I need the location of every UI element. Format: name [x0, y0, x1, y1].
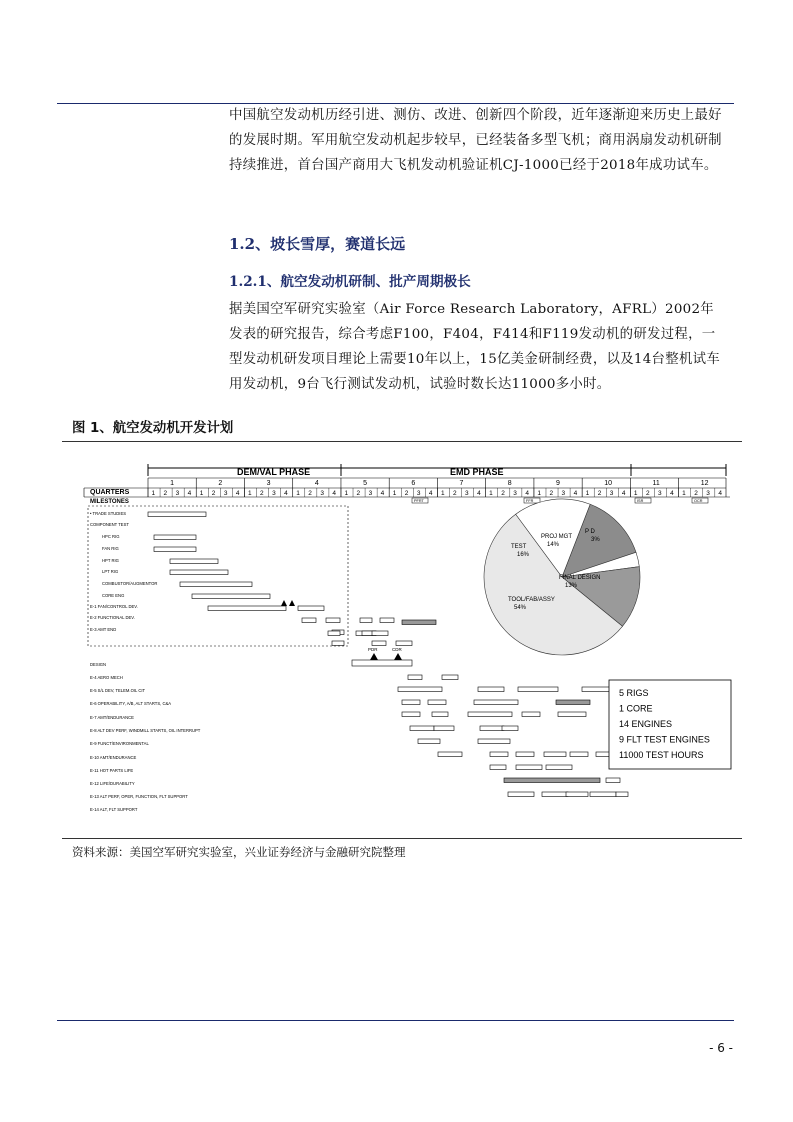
pie-slice-label: FINAL DESIGN: [559, 575, 601, 581]
dem-val-box: [88, 506, 348, 646]
quarter-label: 2: [645, 490, 650, 497]
phase-header: [148, 464, 726, 477]
quarter-label: 4: [670, 490, 674, 497]
milestone-label: FFR: [526, 499, 534, 503]
gantt-bar: [396, 641, 412, 646]
summary-item: 1 CORE: [619, 703, 653, 714]
gantt-bar: [596, 752, 610, 757]
summary-item: 14 ENGINES: [619, 719, 673, 729]
milestone-triangle: [281, 600, 287, 606]
quarter-label: 3: [272, 490, 276, 497]
summary-item: 11000 TEST HOURS: [619, 750, 704, 760]
quarter-label: 4: [525, 490, 529, 497]
gantt-bar: [302, 618, 316, 623]
task-label: HPT RIG: [102, 558, 119, 563]
task-label: E-12 LIFE/DURABILITY: [90, 781, 135, 786]
quarter-label: 2: [501, 490, 505, 497]
gantt-bar: [418, 739, 440, 744]
gantt-bar: [170, 570, 228, 575]
quarter-label: 3: [368, 490, 373, 497]
gantt-bar: [546, 765, 572, 770]
pie-slice-pct: 14%: [547, 542, 560, 548]
quarter-label: 2: [163, 490, 168, 497]
gantt-bar: [170, 559, 218, 564]
quarter-label: 2: [260, 490, 264, 497]
task-label: E-3 AMT END: [90, 627, 117, 632]
gantt-bar: [478, 687, 504, 692]
quarter-label: 4: [380, 490, 385, 497]
phase-emd-label: EMD PHASE: [450, 467, 504, 477]
task-label: COMBUSTOR/AUGMENTOR: [102, 581, 158, 586]
gantt-bar: [490, 752, 508, 757]
quarter-label: 2: [308, 490, 312, 497]
milestone-label: PFRT: [414, 499, 424, 503]
subsection-heading: 1.2.1、航空发动机研制、批产周期极长: [229, 274, 471, 290]
gantt-bar: [480, 726, 504, 731]
pie-slice-pct: 54%: [514, 605, 527, 611]
quarter-label: 1: [296, 490, 300, 497]
pie-slice-label: P D: [585, 529, 595, 535]
figure-title: 图 1、航空发动机开发计划: [72, 421, 234, 436]
gantt-bar: [544, 752, 566, 757]
gantt-bar: [148, 512, 206, 517]
gantt-bar: [332, 641, 344, 646]
figure-bottom-rule: [62, 838, 742, 839]
pie-slice-label: TOOL/FAB/ASSY: [508, 597, 555, 603]
gantt-bar: [398, 687, 442, 692]
gantt-bar: [402, 700, 420, 705]
summary-item: 5 RIGS: [619, 688, 649, 698]
year-label: 6: [411, 480, 416, 487]
quarter-label: 3: [320, 490, 324, 497]
development-plan-figure: [62, 442, 742, 838]
cost-pie-chart: [484, 499, 640, 655]
gantt-bar: [372, 631, 388, 636]
quarter-label: 2: [356, 490, 361, 497]
milestones-label: MILESTONES: [90, 499, 129, 505]
cdr-label: CDR: [392, 647, 402, 652]
quarter-label: 3: [609, 490, 614, 497]
section-heading: 1.2、坡长雪厚，赛道长远: [229, 235, 406, 253]
quarter-label: 1: [344, 490, 349, 497]
quarter-label: 4: [428, 490, 433, 497]
task-label: COMPONENT TEST: [90, 522, 129, 527]
quarter-label: 1: [392, 490, 397, 497]
gantt-bar: [380, 618, 394, 623]
pdr-label: PDR: [368, 647, 378, 652]
year-label: 7: [459, 480, 464, 487]
year-label: 3: [266, 480, 271, 487]
year-label: 9: [556, 480, 560, 487]
gantt-bar: [502, 726, 518, 731]
pie-slice-pct: 13%: [565, 583, 578, 589]
task-label: E-9 FUNCT/ENVIRONMENTAL: [90, 741, 149, 746]
gantt-bar: [298, 606, 324, 611]
gantt-bar: [328, 631, 340, 636]
quarter-label: 3: [706, 490, 710, 497]
quarter-label: 2: [404, 490, 409, 497]
quarter-label: 1: [489, 490, 493, 497]
gantt-bar: [582, 687, 610, 692]
task-label: E-7 AMT/ENDURANCE: [90, 715, 134, 720]
gantt-bar: [516, 765, 542, 770]
task-label: • TRADE STUDIES: [90, 511, 127, 516]
quarter-label: 4: [235, 490, 240, 497]
intro-paragraph: 中国航空发动机历经引进、测仿、改进、创新四个阶段，近年逐渐迎来历史上最好的发展时期。军用航空发动机起步较早，已经装备多型飞机；商用涡扇发动机研制持续推进，首台国产商用大飞机发动机验证机CJ-1000已经于2018年成功试车。: [229, 108, 722, 173]
quarter-label: 3: [465, 490, 469, 497]
gantt-bar: [372, 641, 386, 646]
gantt-bar: [522, 712, 540, 717]
gantt-bar: [402, 620, 436, 625]
design-review-markers: [352, 647, 412, 666]
quarter-label: 1: [151, 490, 156, 497]
task-label: CORE ENG: [102, 593, 125, 598]
quarter-label: 1: [585, 490, 590, 497]
quarter-label: 4: [332, 490, 337, 497]
gantt-bar: [490, 765, 506, 770]
quarter-label: 4: [284, 490, 288, 497]
quarter-label: 4: [718, 490, 722, 497]
gantt-bar: [360, 618, 372, 623]
gantt-bar: [558, 712, 586, 717]
gantt-bar: [478, 739, 510, 744]
gantt-bar: [570, 752, 588, 757]
source-note: 资料来源：美国空军研究实验室，兴业证券经济与金融研究院整理: [72, 845, 406, 859]
quarter-label: 4: [187, 490, 192, 497]
milestone-label: ISR: [637, 499, 644, 503]
quarter-label: 1: [199, 490, 204, 497]
gantt-bar: [154, 547, 196, 552]
task-label: E-10 AMT/ENDURANCE: [90, 755, 137, 760]
quarter-label: 3: [223, 490, 228, 497]
quarter-label: 3: [175, 490, 180, 497]
task-label: E-5 S/L DEV, TELEM.OIL CIT: [90, 688, 146, 693]
quarter-label: 1: [247, 490, 252, 497]
gantt-bar: [326, 618, 340, 623]
task-label: E-11 HOT PARTS LIFE: [90, 768, 134, 773]
year-label: 1: [170, 480, 175, 487]
gantt-bar: [408, 675, 422, 680]
task-label: E-8 ALT DEV PERF, WINDMILL STARTS, OIL INTERRUPT: [90, 728, 201, 733]
gantt-bar: [192, 594, 270, 599]
summary-item: 9 FLT TEST ENGINES: [619, 734, 710, 745]
quarter-label: 1: [682, 490, 686, 497]
task-label: E-6 OPERABILITY, A/B, ALT STARTS, C&A: [90, 701, 172, 706]
gantt-bar: [180, 582, 252, 587]
quarter-label: 2: [597, 490, 602, 497]
task-label: E-14 ALT, FLT SUPPORT: [90, 807, 138, 812]
quarters-label: QUARTERS: [90, 489, 130, 496]
task-label: E-4 AERO MECH: [90, 675, 123, 680]
page-number: - 6 -: [709, 1041, 733, 1055]
year-label: 5: [363, 480, 367, 487]
pie-slice-pct: 3%: [591, 537, 600, 543]
task-label: FAN RIG: [102, 546, 119, 551]
task-list-bottom: [90, 662, 201, 812]
gantt-bar: [468, 712, 512, 717]
task-label: E-1 FAN/CONTROL DEV.: [90, 604, 138, 609]
gantt-bar: [542, 792, 568, 797]
task-label: E-2 FUNCTIONAL DEV.: [90, 615, 135, 620]
quarter-label: 1: [537, 490, 542, 497]
gantt-bar: [208, 606, 286, 611]
gantt-bar: [590, 792, 616, 797]
gantt-bar: [508, 792, 534, 797]
gantt-bar: [428, 700, 446, 705]
gantt-bar: [556, 700, 590, 705]
quarter-label: 3: [658, 490, 662, 497]
quarter-label: 4: [477, 490, 481, 497]
gantt-bar: [518, 687, 558, 692]
quarter-label: 2: [549, 490, 554, 497]
gantt-bar: [616, 792, 628, 797]
quarter-label: 4: [573, 490, 578, 497]
year-label: 8: [507, 480, 512, 487]
quarter-label: 3: [513, 490, 517, 497]
quarter-label: 4: [621, 490, 626, 497]
task-list-top: [90, 511, 157, 632]
body-paragraph: 据美国空军研究实验室（Air Force Research Laboratory，AFRL）2002年发表的研究报告，综合考虑F100，F404，F414和F119发动机的研发过程，一型发动机研发项目理论上需要10年以上，15亿美金研制经费，以及14台整机试车用发动机，9台飞行测试发动机，试验时数长达11000多小时。: [229, 302, 721, 392]
quarter-label: 2: [694, 490, 698, 497]
quarter-label: 1: [633, 490, 638, 497]
quarter-grid: [84, 478, 726, 497]
gantt-bar: [504, 778, 600, 783]
task-label: E-13 ALT PERF, OPER, FUNCTION, FLT SUPPORT: [90, 794, 188, 799]
gantt-bar: [516, 752, 534, 757]
gantt-bar: [154, 535, 196, 540]
quarter-label: 1: [440, 490, 445, 497]
year-label: 2: [218, 480, 223, 487]
gantt-bar: [606, 778, 620, 783]
year-label: 12: [700, 480, 709, 487]
gantt-bar: [402, 712, 420, 717]
milestone-label: OCR: [694, 499, 703, 503]
quarter-label: 2: [211, 490, 216, 497]
milestone-triangle: [289, 600, 295, 606]
pie-slice-label: PROJ MGT: [541, 534, 572, 540]
task-label: DESIGN: [90, 662, 107, 667]
gantt-bar: [410, 726, 434, 731]
gantt-bar: [438, 752, 462, 757]
gantt-bar: [432, 712, 448, 717]
quarter-label: 2: [453, 490, 457, 497]
year-label: 11: [652, 480, 660, 487]
task-label: LPT RIG: [102, 569, 119, 574]
phase-dem-label: DEM/VAL PHASE: [237, 467, 311, 477]
quarter-label: 3: [416, 490, 421, 497]
task-label: HPC RIG: [102, 534, 120, 539]
gantt-bar: [566, 792, 588, 797]
pie-slice-label: TEST: [511, 544, 527, 550]
pie-slice-pct: 16%: [517, 552, 530, 558]
footer-rule: [57, 1020, 734, 1021]
gantt-bar: [442, 675, 458, 680]
gantt-bar: [474, 700, 518, 705]
quarter-label: 3: [561, 490, 566, 497]
year-label: 10: [604, 480, 613, 487]
gantt-bar: [434, 726, 454, 731]
year-label: 4: [314, 480, 319, 487]
